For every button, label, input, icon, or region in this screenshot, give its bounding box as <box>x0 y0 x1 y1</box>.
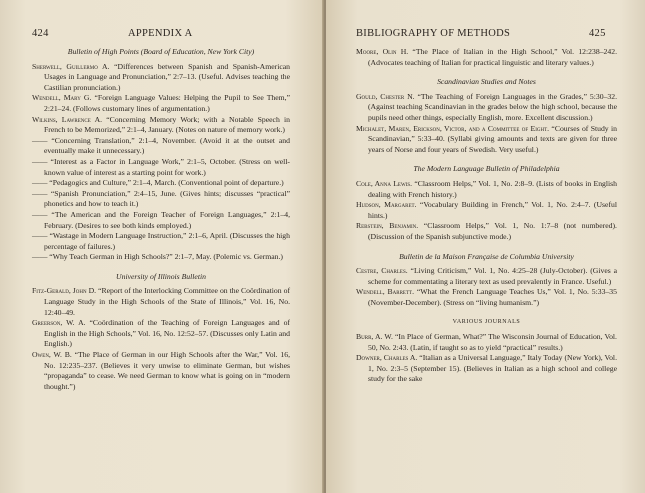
bib-entry: —— “Pedagogics and Culture,” 2:1–4, March. (Conventional point of departure.) <box>32 178 284 188</box>
bib-entry: Sherwell, Guillermo A. “Differences between Spanish and Spanish-American Usages in Language and Pronunciation,” 2:7–13. (Useful. Advises teaching the Castilian pronunciation.) <box>32 61 290 92</box>
bib-entry: Hudson, Margaret. “Vocabulary Building in French,” Vol. 1, No. 2:4–7. (Useful hints.) <box>356 200 617 220</box>
section-title-philadelphia: The Modern Language Bulletin of Philadelphia <box>413 164 560 174</box>
right-running-head: BIBLIOGRAPHY OF METHODS <box>356 28 511 39</box>
bib-entry: —— “The American and the Foreign Teacher of Foreign Languages,” 2:1–4, February. (Desires to see both kinds employed.) <box>32 209 290 230</box>
bib-entry: —— “Wastage in Modern Language Instruction,” 2:1–6, April. (Discusses the high percentage of failures.) <box>32 231 290 251</box>
bib-entry: —— “Interest as a Factor in Language Work,” 2:1–5, October. (Stress on well-known value of interest as a starting point for work.) <box>32 156 290 177</box>
bib-entry: Cestre, Charles. “Living Criticism,” Vol. 1, No. 4:25–28 (July-October). (Gives a scheme for commentating a literary text as used prevalently in France. Useful.) <box>356 266 617 286</box>
bib-entry: —— “Concerning Translation,” 2:1–4, November. (Avoid it at the outset and eventually make it unnecessary.) <box>32 135 290 156</box>
right-page-number: 425 <box>589 28 606 39</box>
bib-entry: Rebstein, Benjamin. “Classroom Helps,” Vol. 1, No. 1:7–8 (not numbered). (Discussion of the Spanish subjunctive mode.) <box>356 221 617 241</box>
bib-entry: Greerson, W. A. “Coördination of the Teaching of Foreign Languages and of English in the High Schools,” Vol. 16, No. 12:52–57. (Discusses only Latin and English.) <box>32 318 290 349</box>
bib-entry: Owen, W. B. “The Place of German in our High Schools after the War,” Vol. 16, No. 12:235–237. (Believes it very unwise to eliminate German, but wishes “propaganda” to cease. We need German to know what is going on in “modern thought.”) <box>32 350 290 391</box>
bib-entry: Cole, Anna Lewis. “Classroom Helps,” Vol. 1, No. 2:8–9. (Lists of books in English dealing with French history.) <box>356 178 617 199</box>
left-page-body <box>32 47 290 392</box>
bib-entry: —— “Spanish Pronunciation,” 2:4–15, June. (Gives hints; discusses “practical” phonetics and how to teach it.) <box>32 188 290 209</box>
bib-entry: —— “Why Teach German in High Schools?” 2:1–7, May. (Polemic vs. German.) <box>32 252 283 262</box>
bib-entry: Wendell, Barrett. “What the French Language Teaches Us,” Vol. 1, No. 5:33–35 (November-December). (Stress on “living humanism.”) <box>356 287 617 307</box>
bib-entry: Gould, Chester N. “The Teaching of Foreign Languages in the Grades,” 5:30–32. (Against teaching Scandinavian in the grades below the high school, because the pupils need other things, especially English, more. Excellent discussion.) <box>356 91 617 122</box>
section-title-various-journals: VARIOUS JOURNALS <box>452 319 521 326</box>
right-page <box>326 0 645 493</box>
left-page-number: 424 <box>32 28 49 39</box>
bib-entry: Wilkins, Lawrence A. “Concerning Memory Work; with a Notable Speech in French to be Memorized,” 2:1–4, January. (Notes on nature of memory work.) <box>32 114 290 135</box>
left-running-head: APPENDIX A <box>128 28 193 39</box>
bib-entry: Downer, Charles A. “Italian as a Universal Language,” Italy Today (New York), Vol. 1, No. 2:3–5 (September 15). (Believes in Italian as a high school and college study for the sake <box>356 353 617 384</box>
bib-entry: Moore, Olin H. “The Place of Italian in the High School,” Vol. 12:238–242. (Advocates teaching of Italian for practical linguistic and literary values.) <box>356 47 617 67</box>
bib-entry: Wendell, Mary G. “Foreign Language Values: Helping the Pupil to See Them,” 2:21–24. (Follows customary lines of argumentation.) <box>32 93 290 113</box>
bib-entry: Burr, A. W. “In Place of German, What?” The Wisconsin Journal of Education, Vol. 50, No. 2:43. (Latin, if taught so as to yield “practical” results.) <box>356 332 617 352</box>
bib-entry: Fitz-Gerald, John D. “Report of the Interlocking Committee on the Coördination of Language Study in the High Schools of the State of Illinois,” Vol. 16, No. 12:40–49. <box>32 286 291 317</box>
section-title-maison-francaise: Bulletin de la Maison Française de Columbia University <box>399 251 574 261</box>
bib-entry: Michalet, Maren, Erickson, Victor, and a Committee of Eight. “Courses of Study in Scandinavian,” 5:33–40. (Syllabi giving amounts and texts are given for three years of Norse and four years of Swedish. Very useful.) <box>356 123 617 154</box>
section-title-high-points: Bulletin of High Points (Board of Education, New York City) <box>67 47 255 56</box>
right-page-body <box>356 47 617 385</box>
section-title-illinois: University of Illinois Bulletin <box>116 271 206 281</box>
section-title-scandinavian: Scandinavian Studies and Notes <box>437 77 536 87</box>
